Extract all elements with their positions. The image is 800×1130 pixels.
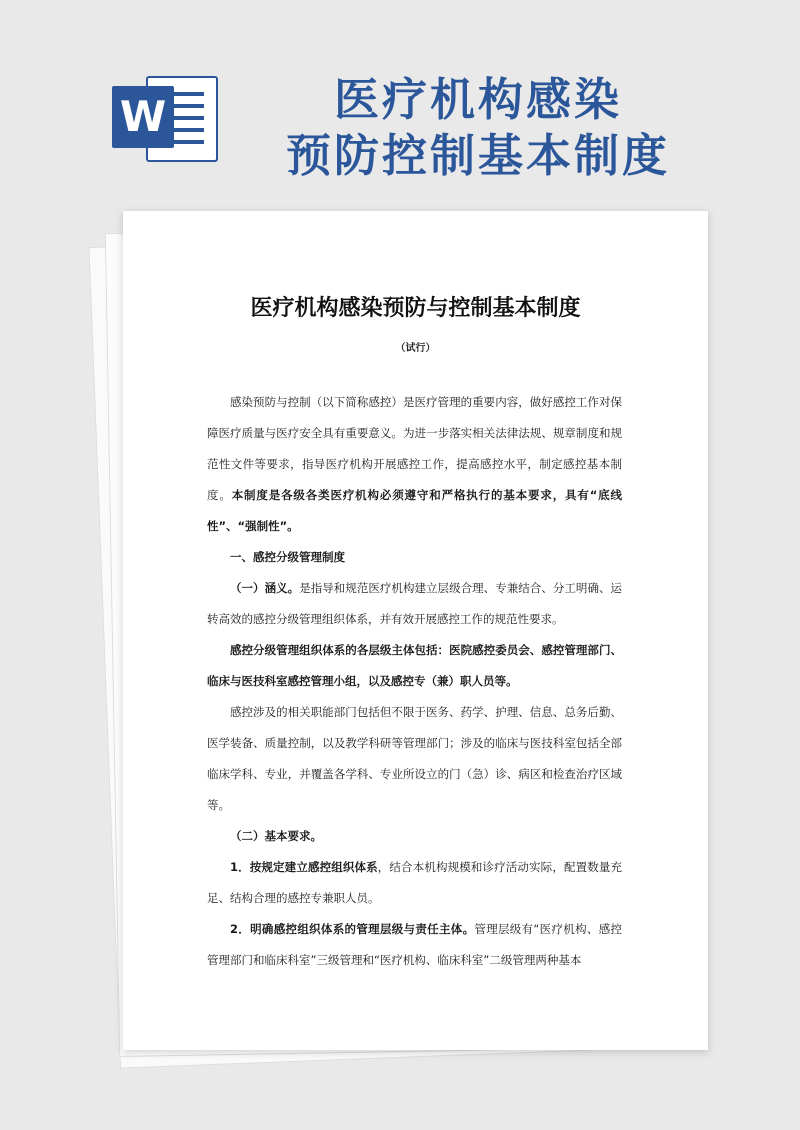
paragraph-bold-text: （一）涵义。 xyxy=(230,581,300,595)
paragraph-bold-text: 本制度是各级各类医疗机构必须遵守和严格执行的基本要求，具有“底线性”、“强制性”。 xyxy=(207,488,623,533)
word-document-icon xyxy=(112,70,216,162)
paragraph-bold-text: 1．按规定建立感控组织体系 xyxy=(230,860,378,874)
paragraph-intro xyxy=(207,387,622,542)
paragraph-hierarchy xyxy=(207,635,622,697)
section-heading: 一、感控分级管理制度 xyxy=(230,550,345,564)
paragraph-text: 管理层级有“医疗机构、感控管理部门和临床科室”三级管理和“医疗机构、临床科室”二级管理两种基本 xyxy=(207,922,622,967)
document-subtitle: （试行） xyxy=(395,343,436,354)
paragraph-text: 是指导和规范医疗机构建立层级合理、专兼结合、分工明确、运转高效的感控分级管理组织体系，并有效开展感控工作的规范性要求。 xyxy=(207,581,623,626)
paragraph-text: 感染预防与控制（以下简称感控）是医疗管理的重要内容，做好感控工作对保障医疗质量与医疗安全具有重要意义。为进一步落实相关法律法规、规章制度和规范性文件等要求，指导医疗机构开展感控工作，提高感控水平，制定感控基本制度。 xyxy=(207,395,622,502)
word-letter-icon: W xyxy=(112,86,174,148)
document-title: 医疗机构感染预防与控制基本制度 xyxy=(250,296,581,321)
banner-title xyxy=(248,72,708,184)
paragraph-bold-text: 2．明确感控组织体系的管理层级与责任主体。 xyxy=(230,922,475,936)
paragraph-text: ，结合本机构规模和诊疗活动实际，配置数量充足、结构合理的感控专兼职人员。 xyxy=(207,860,622,905)
paragraph-requirement-2 xyxy=(207,914,622,976)
paragraph-definition xyxy=(207,573,622,635)
banner-title-line-2: 预防控制基本制度 xyxy=(285,129,670,182)
banner xyxy=(0,0,800,210)
document-body xyxy=(207,387,622,976)
paragraph-requirement-1 xyxy=(207,852,622,914)
document-page xyxy=(123,211,708,1050)
subsection-heading: （二）基本要求。 xyxy=(230,829,322,843)
banner-title-line-1: 医疗机构感染 xyxy=(333,73,622,126)
paragraph-departments xyxy=(207,697,622,821)
paragraph-bold-text: 感控分级管理组织体系的各层级主体包括：医院感控委员会、感控管理部门、临床与医技科室感控管理小组，以及感控专（兼）职人员等。 xyxy=(207,643,622,688)
paragraph-text: 感控涉及的相关职能部门包括但不限于医务、药学、护理、信息、总务后勤、医学装备、质量控制，以及教学科研等管理部门；涉及的临床与医技科室包括全部临床学科、专业，并覆盖各学科、专业所设立的门（急）诊、病区和检查治疗区域等。 xyxy=(207,705,622,812)
